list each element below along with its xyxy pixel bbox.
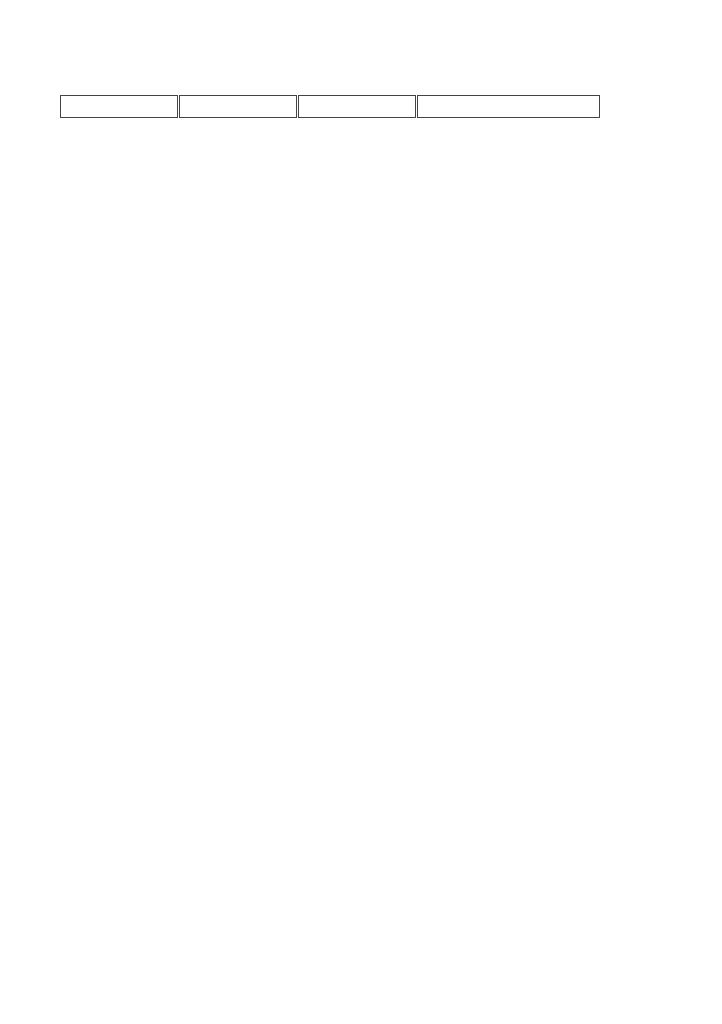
header-gold xyxy=(60,95,178,118)
header-bronze xyxy=(298,95,416,118)
header-silver xyxy=(179,95,297,118)
header-spirit xyxy=(417,95,600,118)
